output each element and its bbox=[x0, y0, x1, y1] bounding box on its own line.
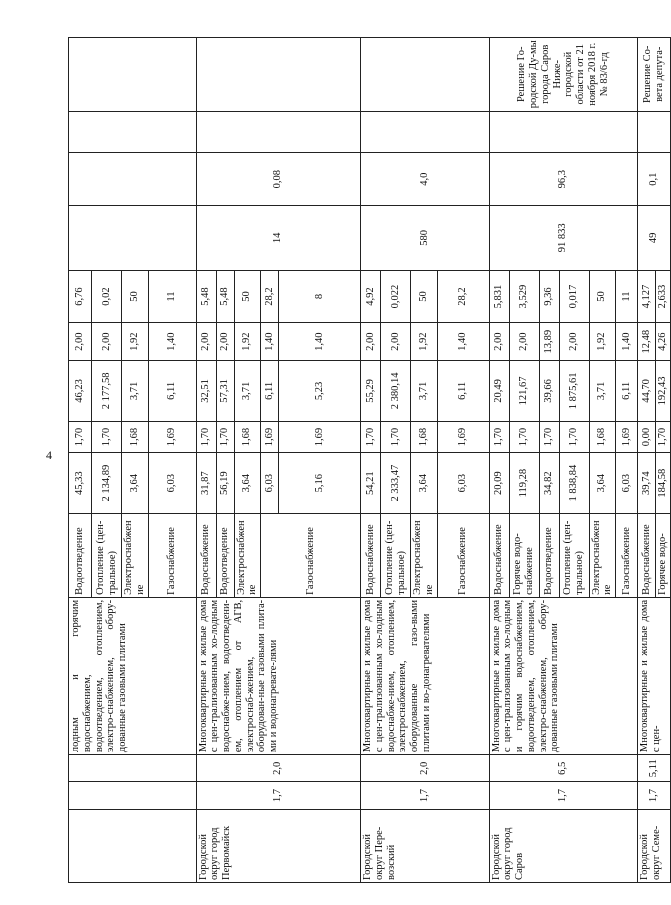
service-name: Газоснабжение bbox=[148, 514, 196, 598]
tariff-index: 1,68 bbox=[411, 421, 438, 452]
service-name: Газоснабжение bbox=[616, 514, 638, 598]
service-name: Электроснабжение bbox=[122, 514, 149, 598]
tariff-table bbox=[68, 37, 671, 883]
tariff-value: 3,71 bbox=[411, 360, 438, 421]
tariff-index: 1,40 bbox=[261, 323, 279, 361]
index-value: 1,7 bbox=[638, 782, 671, 809]
tariff-index: 1,92 bbox=[589, 323, 616, 361]
index-value: 5,11 bbox=[638, 755, 671, 782]
index-value: 1,7 bbox=[196, 782, 361, 809]
decision-text: Решение Со-вета депута- bbox=[638, 38, 671, 112]
tariff-value: 119,28 bbox=[509, 453, 539, 514]
tariff-value: 5,16 bbox=[279, 453, 361, 514]
share-cell bbox=[69, 153, 197, 205]
tariff-value: 54,21 bbox=[361, 453, 381, 514]
tariff-index: 1,70 bbox=[92, 421, 122, 452]
tariff-value: 2 134,89 bbox=[92, 453, 122, 514]
page-number: 4 bbox=[46, 448, 52, 462]
tariff-value: 6,11 bbox=[261, 360, 279, 421]
tariff-value: 6,03 bbox=[437, 453, 489, 514]
service-name: Газоснабжение bbox=[261, 514, 361, 598]
tariff-value: 2 177,58 bbox=[92, 360, 122, 421]
tariff-index: 1,69 bbox=[279, 421, 361, 452]
index-value: 2,0 bbox=[361, 755, 490, 782]
extra-cell bbox=[69, 111, 197, 153]
tariff-index: 1,70 bbox=[559, 421, 589, 452]
tariff-index: 1,70 bbox=[196, 421, 216, 452]
consumption-value: 11 bbox=[616, 270, 638, 322]
tariff-value: 39,74 bbox=[638, 453, 656, 514]
consumption-value: 50 bbox=[411, 270, 438, 322]
extra-cell bbox=[196, 111, 361, 153]
tariff-value: 6,03 bbox=[616, 453, 638, 514]
housing-description: лодным и горячим водоснабжением, водоотведением, отоплением, электро-снабжением, обору-дованные газовыми плитами bbox=[69, 597, 197, 754]
service-name: Отопление (цен-тральное) bbox=[381, 514, 411, 598]
tariff-value: 20,49 bbox=[489, 360, 509, 421]
tariff-value: 192,43 bbox=[656, 360, 671, 421]
tariff-index: 1,70 bbox=[69, 421, 92, 452]
population-share: 96,3 bbox=[489, 153, 638, 205]
housing-description: Многоквартирные и жилые дома с цен-трализованным хо-лодным и горячим водоснабжением, водоотведением, отоплением, электро-снабжением, обору-дованные газовыми плитами bbox=[489, 597, 638, 754]
service-name: Водоснабжение bbox=[638, 514, 656, 598]
tariff-value: 44,70 bbox=[638, 360, 656, 421]
tariff-value: 57,31 bbox=[216, 360, 234, 421]
tariff-value: 20,09 bbox=[489, 453, 509, 514]
housing-description: Многоквартирные и жилые дома с цен-трализованным хо-лодным водоснабже-нием, водоотведени-ем, отоплением от АГВ, электроснаб-жением, оборудован-ные газовыми плита-ми и водонагревате-лями bbox=[196, 597, 361, 754]
tariff-value: 184,58 bbox=[656, 453, 671, 514]
tariff-index: 1,68 bbox=[122, 421, 149, 452]
service-name: Электроснабжение bbox=[411, 514, 438, 598]
service-name: Водоотведение bbox=[216, 514, 234, 598]
index-value: 2,0 bbox=[196, 755, 361, 782]
tariff-index: 0,00 bbox=[638, 421, 656, 452]
tariff-index: 13,89 bbox=[539, 323, 559, 361]
tariff-value: 3,71 bbox=[122, 360, 149, 421]
tariff-index: 1,92 bbox=[234, 323, 261, 361]
tariff-value: 3,64 bbox=[122, 453, 149, 514]
tariff-value: 2 333,47 bbox=[381, 453, 411, 514]
service-name: Горячее водо-снабжение bbox=[509, 514, 539, 598]
tariff-value: 3,64 bbox=[589, 453, 616, 514]
service-name: Водоснабжение bbox=[361, 514, 381, 598]
tariff-value: 3,71 bbox=[589, 360, 616, 421]
index-value: 1,7 bbox=[489, 782, 638, 809]
tariff-index: 2,00 bbox=[216, 323, 234, 361]
service-name: Газоснабжение bbox=[437, 514, 489, 598]
consumption-value: 28,2 bbox=[437, 270, 489, 322]
table-row bbox=[361, 38, 381, 883]
tariff-index: 1,69 bbox=[261, 421, 279, 452]
territory-name: Городской округ город Саров bbox=[489, 809, 638, 882]
tariff-index: 4,26 bbox=[656, 323, 671, 361]
tariff-index: 1,40 bbox=[437, 323, 489, 361]
territory-cell bbox=[69, 809, 197, 882]
tariff-index: 1,70 bbox=[656, 421, 671, 452]
tariff-index: 1,68 bbox=[589, 421, 616, 452]
population-cell bbox=[69, 205, 197, 270]
tariff-index: 1,70 bbox=[509, 421, 539, 452]
tariff-value: 121,67 bbox=[509, 360, 539, 421]
tariff-index: 1,70 bbox=[381, 421, 411, 452]
extra-cell bbox=[638, 111, 671, 153]
table-holder bbox=[68, 37, 668, 883]
housing-description: Многоквартирные и жилые дома с цен- bbox=[638, 597, 671, 754]
index-cell bbox=[69, 782, 197, 809]
tariff-value: 31,87 bbox=[196, 453, 216, 514]
consumption-value: 28,2 bbox=[261, 270, 279, 322]
tariff-value: 32,51 bbox=[196, 360, 216, 421]
tariff-value: 55,29 bbox=[361, 360, 381, 421]
tariff-value: 6,03 bbox=[148, 453, 196, 514]
consumption-value: 6,76 bbox=[69, 270, 92, 322]
table-row bbox=[489, 38, 509, 883]
service-name: Электроснабжение bbox=[234, 514, 261, 598]
extra-cell bbox=[361, 111, 490, 153]
tariff-index: 1,70 bbox=[361, 421, 381, 452]
population-count: 14 bbox=[196, 205, 361, 270]
consumption-value: 50 bbox=[122, 270, 149, 322]
tariff-index: 1,70 bbox=[489, 421, 509, 452]
population-share: 4,0 bbox=[361, 153, 490, 205]
consumption-value: 8 bbox=[279, 270, 361, 322]
tariff-index: 2,00 bbox=[92, 323, 122, 361]
index-cell bbox=[69, 755, 197, 782]
decision-cell bbox=[196, 38, 361, 112]
tariff-index: 1,40 bbox=[616, 323, 638, 361]
population-count: 91 833 bbox=[489, 205, 638, 270]
tariff-value: 6,03 bbox=[261, 453, 279, 514]
consumption-value: 3,529 bbox=[509, 270, 539, 322]
service-name: Горячее водо- bbox=[656, 514, 671, 598]
service-name: Водоотведение bbox=[539, 514, 559, 598]
tariff-value: 1 875,61 bbox=[559, 360, 589, 421]
service-name: Водоотведение bbox=[69, 514, 92, 598]
housing-description: Многоквартирные и жилые дома с цен-трализованным хо-лодным водоснабже-нием, отоплением, электроснабжением, оборудованные газо-выми плитами и во-донагревателями bbox=[361, 597, 490, 754]
tariff-value: 5,23 bbox=[279, 360, 361, 421]
population-share: 0,1 bbox=[638, 153, 671, 205]
consumption-value: 4,92 bbox=[361, 270, 381, 322]
decision-cell bbox=[361, 38, 490, 112]
consumption-value: 50 bbox=[589, 270, 616, 322]
consumption-value: 9,36 bbox=[539, 270, 559, 322]
tariff-index: 1,69 bbox=[437, 421, 489, 452]
tariff-value: 3,71 bbox=[234, 360, 261, 421]
tariff-index: 1,69 bbox=[616, 421, 638, 452]
tariff-value: 34,82 bbox=[539, 453, 559, 514]
population-count: 49 bbox=[638, 205, 671, 270]
tariff-value: 6,11 bbox=[616, 360, 638, 421]
tariff-index: 2,00 bbox=[196, 323, 216, 361]
tariff-value: 6,11 bbox=[148, 360, 196, 421]
tariff-index: 2,00 bbox=[509, 323, 539, 361]
table-row bbox=[196, 38, 216, 883]
tariff-value: 3,64 bbox=[411, 453, 438, 514]
tariff-index: 1,40 bbox=[279, 323, 361, 361]
consumption-value: 0,017 bbox=[559, 270, 589, 322]
tariff-value: 56,19 bbox=[216, 453, 234, 514]
consumption-value: 0,02 bbox=[92, 270, 122, 322]
consumption-value: 5,831 bbox=[489, 270, 509, 322]
index-value: 1,7 bbox=[361, 782, 490, 809]
consumption-value: 5,48 bbox=[216, 270, 234, 322]
tariff-index: 1,70 bbox=[539, 421, 559, 452]
consumption-value: 11 bbox=[148, 270, 196, 322]
tariff-index: 2,00 bbox=[489, 323, 509, 361]
tariff-index: 2,00 bbox=[361, 323, 381, 361]
consumption-value: 2,633 bbox=[656, 270, 671, 322]
decision-cell bbox=[69, 38, 197, 112]
tariff-value: 1 838,84 bbox=[559, 453, 589, 514]
service-name: Водоснабжение bbox=[489, 514, 509, 598]
consumption-value: 4,127 bbox=[638, 270, 656, 322]
table-row bbox=[638, 38, 656, 883]
tariff-value: 6,11 bbox=[437, 360, 489, 421]
tariff-index: 2,00 bbox=[381, 323, 411, 361]
population-count: 580 bbox=[361, 205, 490, 270]
tariff-index: 1,40 bbox=[148, 323, 196, 361]
population-share: 0,08 bbox=[196, 153, 361, 205]
territory-name: Городской округ Пере-возский bbox=[361, 809, 490, 882]
consumption-value: 0,022 bbox=[381, 270, 411, 322]
tariff-index: 2,00 bbox=[559, 323, 589, 361]
consumption-value: 5,48 bbox=[196, 270, 216, 322]
consumption-value: 50 bbox=[234, 270, 261, 322]
service-name: Отопление (цен-тральное) bbox=[559, 514, 589, 598]
territory-name: Городской округ Семе- bbox=[638, 809, 671, 882]
service-name: Водоснабжение bbox=[196, 514, 216, 598]
tariff-index: 1,69 bbox=[148, 421, 196, 452]
tariff-value: 3,64 bbox=[234, 453, 261, 514]
decision-text: Решение Го-родской Ду-мы города Саров Ниже-городской области от 21 ноября 2018 г. № 83/6-гд bbox=[489, 38, 638, 112]
rotated-table-wrapper bbox=[68, 37, 668, 883]
tariff-index: 1,68 bbox=[234, 421, 261, 452]
table-row bbox=[69, 38, 92, 883]
tariff-value: 46,23 bbox=[69, 360, 92, 421]
service-name: Отопление (цен-тральное) bbox=[92, 514, 122, 598]
index-value: 6,5 bbox=[489, 755, 638, 782]
tariff-index: 1,92 bbox=[411, 323, 438, 361]
tariff-value: 2 380,14 bbox=[381, 360, 411, 421]
tariff-value: 39,66 bbox=[539, 360, 559, 421]
tariff-index: 1,70 bbox=[216, 421, 234, 452]
tariff-index: 1,92 bbox=[122, 323, 149, 361]
service-name: Электроснабжение bbox=[589, 514, 616, 598]
extra-cell bbox=[489, 111, 638, 153]
tariff-index: 2,00 bbox=[69, 323, 92, 361]
tariff-value: 45,33 bbox=[69, 453, 92, 514]
territory-name: Городской округ город Первомайск bbox=[196, 809, 361, 882]
tariff-index: 12,48 bbox=[638, 323, 656, 361]
